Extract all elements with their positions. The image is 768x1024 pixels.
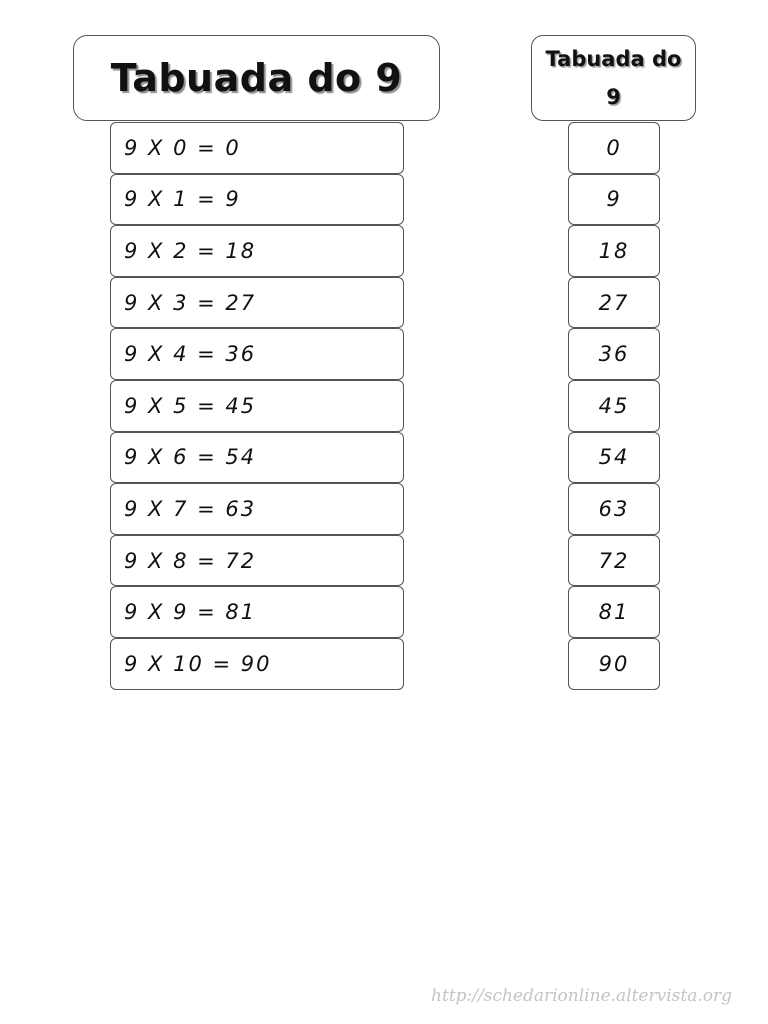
equation-row: 9 X 7 = 63 (110, 483, 404, 535)
equation-row: 9 X 10 = 90 (110, 638, 404, 690)
equation-row: 9 X 1 = 9 (110, 174, 404, 226)
equation-row: 9 X 3 = 27 (110, 277, 404, 329)
equation-row: 9 X 2 = 18 (110, 225, 404, 277)
answers-list (568, 122, 660, 690)
answer-cell: 63 (568, 483, 660, 535)
answer-cell: 45 (568, 380, 660, 432)
equation-row: 9 X 5 = 45 (110, 380, 404, 432)
equation-row: 9 X 4 = 36 (110, 328, 404, 380)
answer-cell: 36 (568, 328, 660, 380)
equation-row: 9 X 8 = 72 (110, 535, 404, 587)
equations-list (110, 122, 404, 690)
equation-row: 9 X 9 = 81 (110, 586, 404, 638)
answer-cell: 0 (568, 122, 660, 174)
answer-cell: 18 (568, 225, 660, 277)
answer-cell: 9 (568, 174, 660, 226)
answer-cell: 27 (568, 277, 660, 329)
answers-title: Tabuada do 9 (531, 35, 696, 121)
answer-cell: 81 (568, 586, 660, 638)
answer-cell: 72 (568, 535, 660, 587)
answer-cell: 54 (568, 432, 660, 484)
page-title: Tabuada do 9 (73, 35, 440, 121)
answer-cell: 90 (568, 638, 660, 690)
equation-row: 9 X 6 = 54 (110, 432, 404, 484)
footer-url: http://schedarionline.altervista.org (431, 986, 732, 1006)
equation-row: 9 X 0 = 0 (110, 122, 404, 174)
